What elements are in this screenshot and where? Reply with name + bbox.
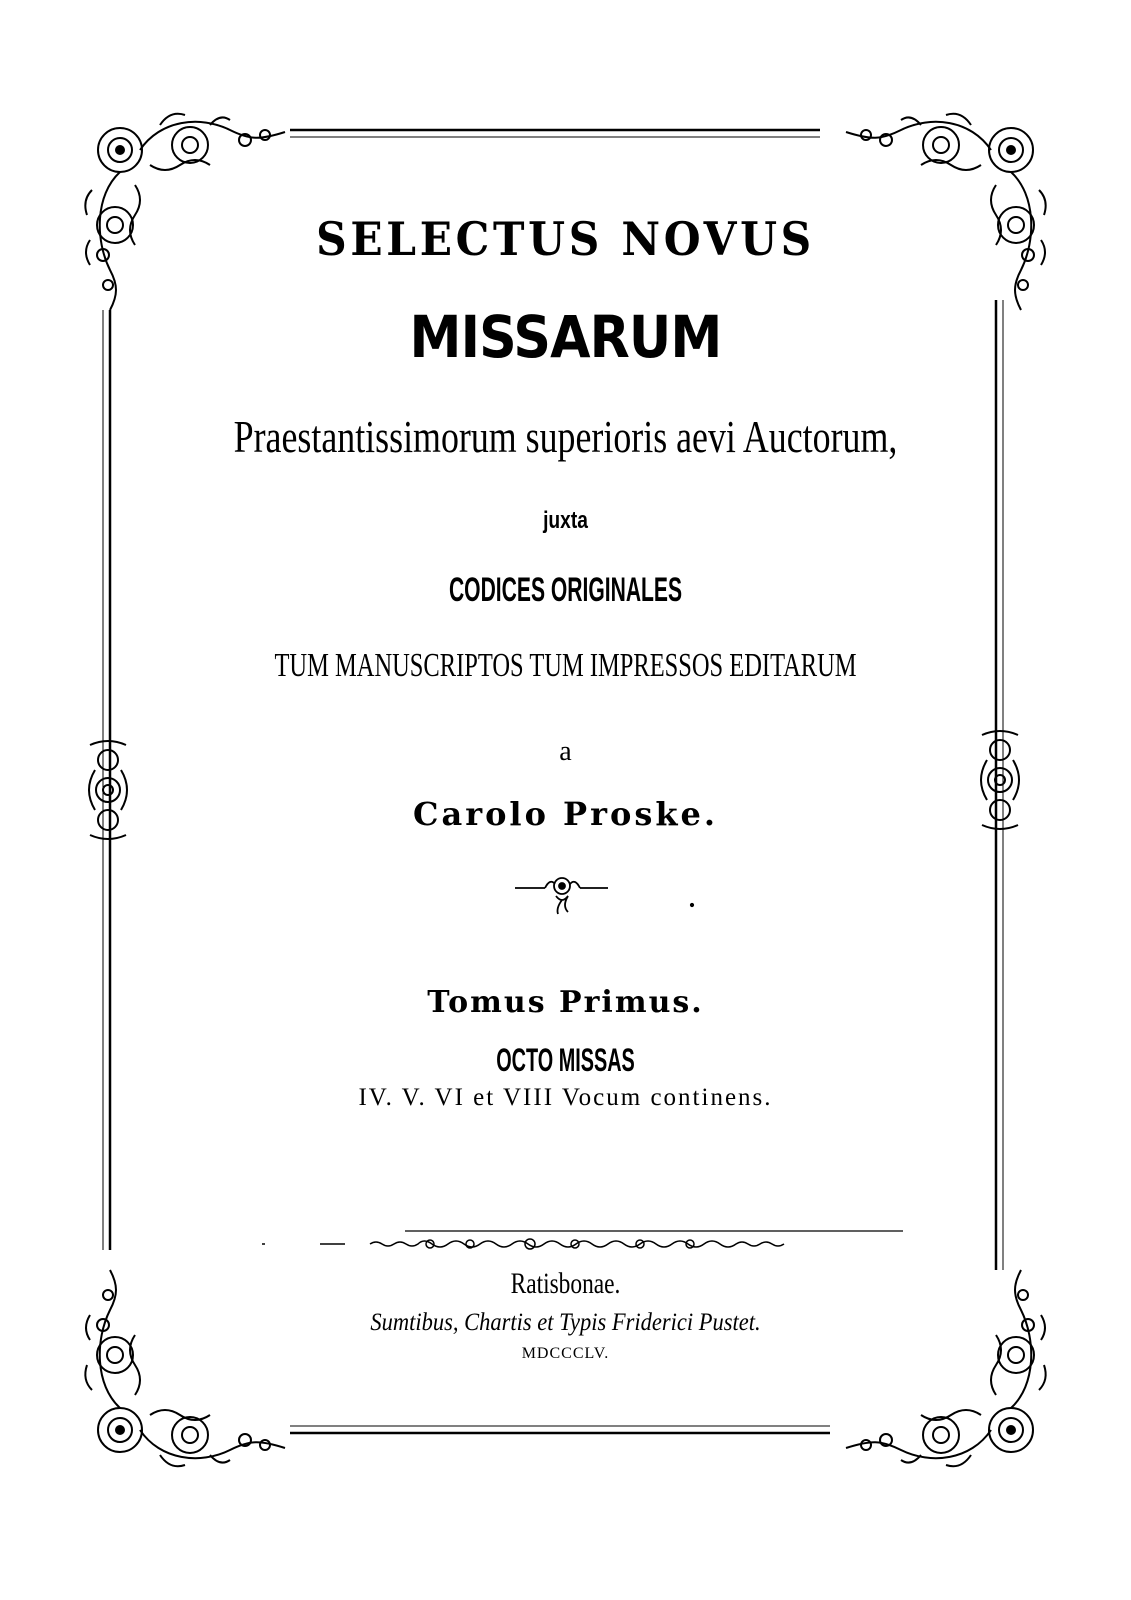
volume-contents: OCTO MISSAS [496, 1042, 635, 1078]
juxta-text: juxta [543, 507, 588, 534]
volume-label: Tomus Primus. [427, 985, 704, 1020]
subtitle: Praestantissimorum superioris aevi Auctorum, [233, 411, 898, 462]
author-name: Carolo Proske. [413, 795, 718, 833]
scroll-rule [262, 1231, 903, 1249]
volume-voices: IV. V. VI et VIII Vocum continens. [358, 1084, 773, 1111]
title-line-1: SELECTUS NOVUS [316, 212, 815, 266]
imprint-year: MDCCCLV. [521, 1345, 610, 1362]
codices-heading: CODICES ORIGINALES [448, 571, 683, 609]
imprint-place: Ratisbonae. [510, 1267, 621, 1300]
by-text: a [559, 736, 572, 767]
manuscripts-line: TUM MANUSCRIPTOS TUM IMPRESSOS EDITARUM [274, 647, 857, 684]
floral-divider [515, 878, 693, 914]
title-line-2: MISSARUM [409, 303, 722, 371]
imprint-publisher: Sumtibus, Chartis et Typis Friderici Pustet. [370, 1309, 761, 1336]
